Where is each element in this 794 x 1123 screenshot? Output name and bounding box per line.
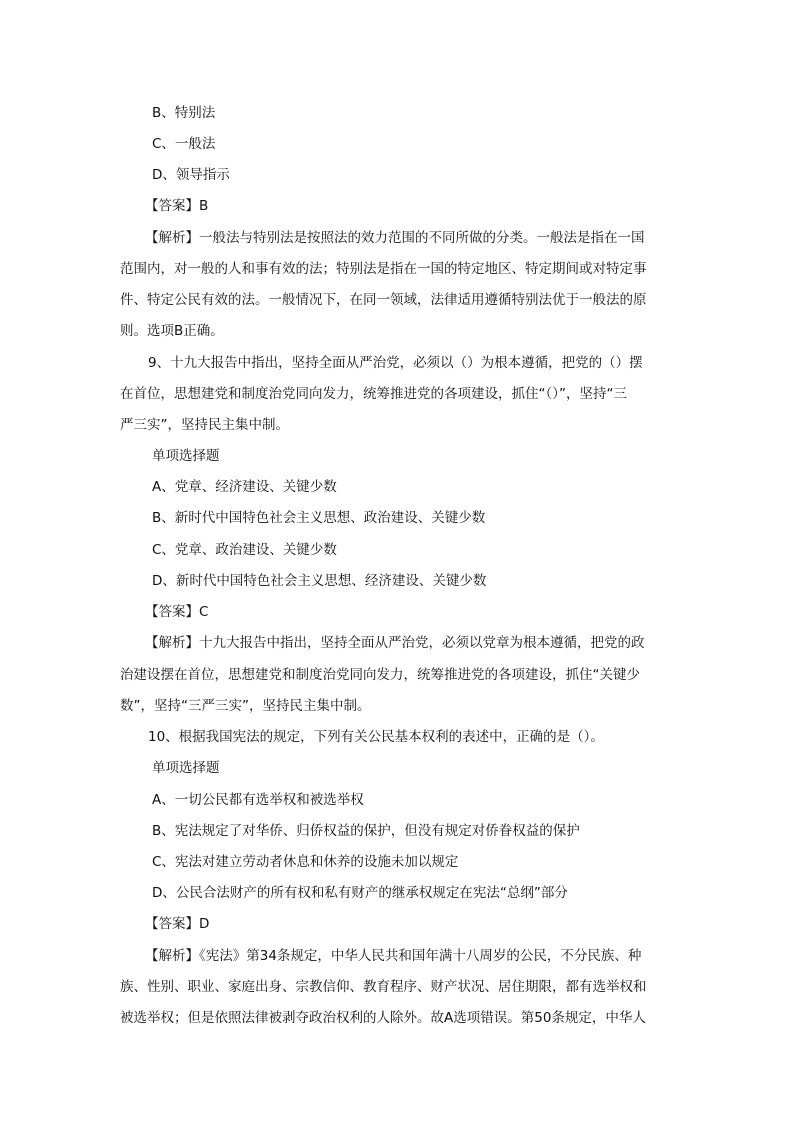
q8-explanation-line-1: 【解析】一般法与特别法是按照法的效力范围的不同所做的分类。一般法是指在一国 [145, 230, 645, 246]
q9-option-a: A、党章、经济建设、关键少数 [152, 479, 337, 495]
q8-option-d: D、领导指示 [152, 167, 230, 183]
q8-explanation-line-4: 则。选项B正确。 [120, 323, 224, 339]
q10-question-type: 单项选择题 [152, 760, 220, 776]
q9-stem-line-2: 在首位，思想建党和制度治党同向发力，统筹推进党的各项建设，抓住“（）”，坚持“三 [120, 386, 627, 402]
q9-option-c: C、党章、政治建设、关键少数 [152, 542, 337, 558]
q9-option-d: D、新时代中国特色社会主义思想、经济建设、关键少数 [152, 573, 487, 589]
q8-explanation-line-3: 件、特定公民有效的法。一般情况下，在同一领域，法律适用遵循特别法优于一般法的原 [120, 292, 647, 308]
q10-answer: 【答案】D [145, 916, 210, 932]
q9-stem-line-3: 严三实”，坚持民主集中制。 [120, 417, 289, 433]
q9-answer: 【答案】C [145, 604, 209, 620]
q10-option-a: A、一切公民都有选举权和被选举权 [152, 792, 364, 808]
q10-option-c: C、宪法对建立劳动者休息和休养的设施未加以规定 [152, 854, 459, 870]
q9-stem-line-1: 9、十九大报告中指出，坚持全面从严治党，必须以（）为根本遵循，把党的（）摆 [148, 355, 643, 371]
q10-explanation-line-3: 被选举权；但是依照法律被剥夺政治权利的人除外。故A选项错误。第50条规定，中华人 [120, 1010, 646, 1026]
q9-explanation-line-2: 治建设摆在首位，思想建党和制度治党同向发力，统筹推进党的各项建设，抓住“关键少 [120, 667, 640, 683]
q9-explanation-line-3: 数”，坚持“三严三实”，坚持民主集中制。 [120, 698, 371, 714]
q9-explanation-line-1: 【解析】十九大报告中指出，坚持全面从严治党，必须以党章为根本遵循，把党的政 [145, 635, 645, 651]
q10-stem: 10、根据我国宪法的规定，下列有关公民基本权利的表述中，正确的是（）。 [148, 729, 604, 745]
q10-option-d: D、公民合法财产的所有权和私有财产的继承权规定在宪法“总纲”部分 [152, 885, 568, 901]
q10-explanation-line-2: 族、性别、职业、家庭出身、宗教信仰、教育程序、财产状况、居住期限，都有选举权和 [120, 979, 647, 995]
q10-option-b: B、宪法规定了对华侨、归侨权益的保护，但没有规定对侨眷权益的保护 [152, 823, 580, 839]
q8-option-c: C、一般法 [152, 136, 216, 152]
q9-option-b: B、新时代中国特色社会主义思想、政治建设、关键少数 [152, 510, 486, 526]
q9-question-type: 单项选择题 [152, 448, 220, 464]
q10-explanation-line-1: 【解析】《宪法》第34条规定，中华人民共和国年满十八周岁的公民，不分民族、种 [145, 948, 642, 964]
q8-answer: 【答案】B [145, 198, 209, 214]
q8-option-b: B、特别法 [152, 105, 216, 121]
q8-explanation-line-2: 范围内，对一般的人和事有效的法；特别法是指在一国的特定地区、特定期间或对特定事 [120, 261, 647, 277]
